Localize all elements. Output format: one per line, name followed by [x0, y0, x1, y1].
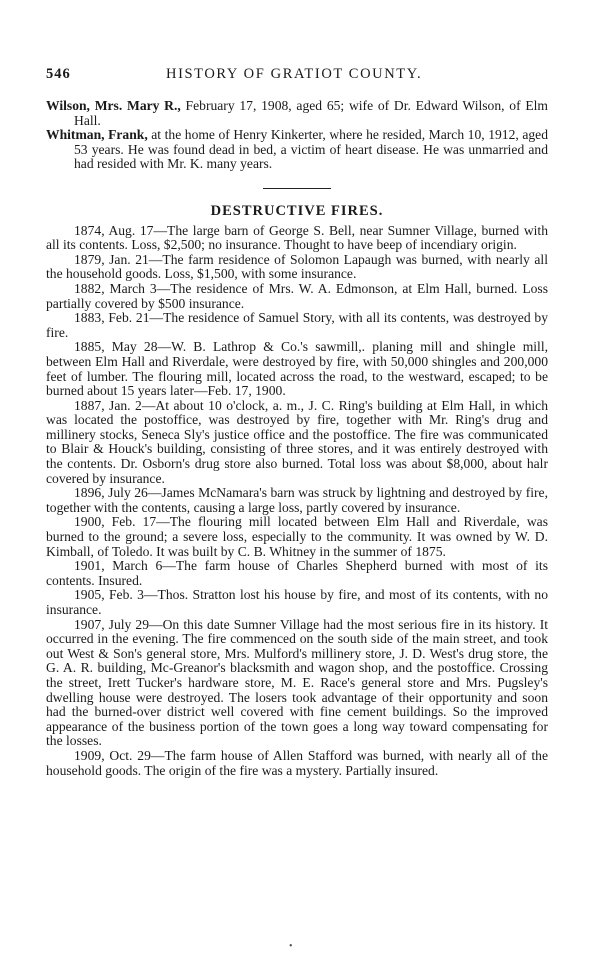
section-heading: DESTRUCTIVE FIRES.: [210, 202, 384, 219]
fire-entry: 1900, Feb. 17—The flouring mill located between Elm Hall and Riverdale, was burned to the ground; a severe loss, especially to the community. It was owned by W. D. Kimball, of Toledo. It was built by C. B. Whitney in the summer of 1875.: [46, 514, 548, 559]
fire-entry: 1901, March 6—The farm house of Charles Shepherd burned with most of its contents. Insured.: [46, 558, 548, 588]
obituary-entry: [46, 99, 548, 128]
page-mark: •: [289, 941, 293, 952]
fire-entry: 1909, Oct. 29—The farm house of Allen Stafford was burned, with nearly all of the household goods. The origin of the fire was a mystery. Partially insured.: [46, 747, 548, 778]
page-body: [46, 99, 548, 778]
fire-entry: 1882, March 3—The residence of Mrs. W. A. Edmonson, at Elm Hall, burned. Loss partially covered by $500 insurance.: [46, 280, 548, 311]
section-divider: [263, 188, 331, 189]
obituary-name: Wilson, Mrs. Mary R.,: [46, 98, 181, 113]
fire-entry: 1874, Aug. 17—The large barn of George S. Bell, near Sumner Village, burned with all its contents. Loss, $2,500; no insurance. Thought to have beep of incendiary origin.: [46, 222, 548, 253]
fire-entry: 1879, Jan. 21—The farm residence of Solomon Lapaugh was burned, with nearly all the household goods. Loss, $1,500, with some insurance.: [46, 251, 548, 282]
fire-entry: 1887, Jan. 2—At about 10 o'clock, a. m., J. C. Ring's building at Elm Hall, in which was located the postoffice, was destroyed by fire, together with Mr. Ring's drug and millinery stocks, Seneca Sly's justice office and the postoffice. The fire was communicated to Blair & Houck's building, consisting of three stores, and it was entirely destroyed with the contents. Dr. Osborn's drug store also burned. Total loss was about $8,000, about halr covered by insurance.: [46, 397, 548, 486]
fire-entry: 1883, Feb. 21—The residence of Samuel Story, with all its contents, was destroyed by fire.: [46, 310, 548, 340]
page-number: 546: [46, 66, 71, 82]
running-title: HISTORY OF GRATIOT COUNTY.: [166, 66, 423, 82]
obituary-text: February 17, 1908, aged 65; wife of Dr. Edward Wilson, of Elm Hall.: [74, 98, 548, 128]
fire-entry: 1885, May 28—W. B. Lathrop & Co.'s sawmill,. planing mill and shingle mill, between Elm Hall and Riverdale, were destroyed by fire, with 50,000 shingles and 200,000 feet of lumber. The flouring mill, located across the road, to the westward, escaped; to be burned about 15 years later—Feb. 17, 1900.: [46, 339, 548, 399]
fire-entry: 1905, Feb. 3—Thos. Stratton lost his house by fire, and most of its contents, with no insurance.: [46, 587, 548, 617]
obituary-entry: [46, 128, 548, 172]
fire-entry: 1896, July 26—James McNamara's barn was struck by lightning and destroyed by fire, together with the contents, causing a large loss, partly covered by insurance.: [46, 485, 548, 515]
fire-entry: 1907, July 29—On this date Sumner Village had the most serious fire in its history. It occurred in the evening. The fire commenced on the south side of the main street, and took out West & Son's general store, Mrs. Mulford's millinery store, J. D. West's drug store, the G. A. R. building, Mc-Greanor's blacksmith and wagon shop, and the postoffice. Crossing the street, Irett Tucker's hardware store, M. E. Race's general store and Mrs. Pugsley's dwelling house were destroyed. The losers took advantage of their opportunity and soon had the burned-over district well covered with fine cement buildings. So the improved appearance of the business portion of the town goes a long way toward compensating for the losses.: [46, 616, 548, 749]
obituary-name: Whitman, Frank,: [46, 127, 148, 143]
obituary-text: at the home of Henry Kinkerter, where he resided, March 10, 1912, aged 53 years. He was found dead in bed, a victim of heart disease. He was unmarried and had resided with Mr. K. many years.: [74, 127, 548, 172]
